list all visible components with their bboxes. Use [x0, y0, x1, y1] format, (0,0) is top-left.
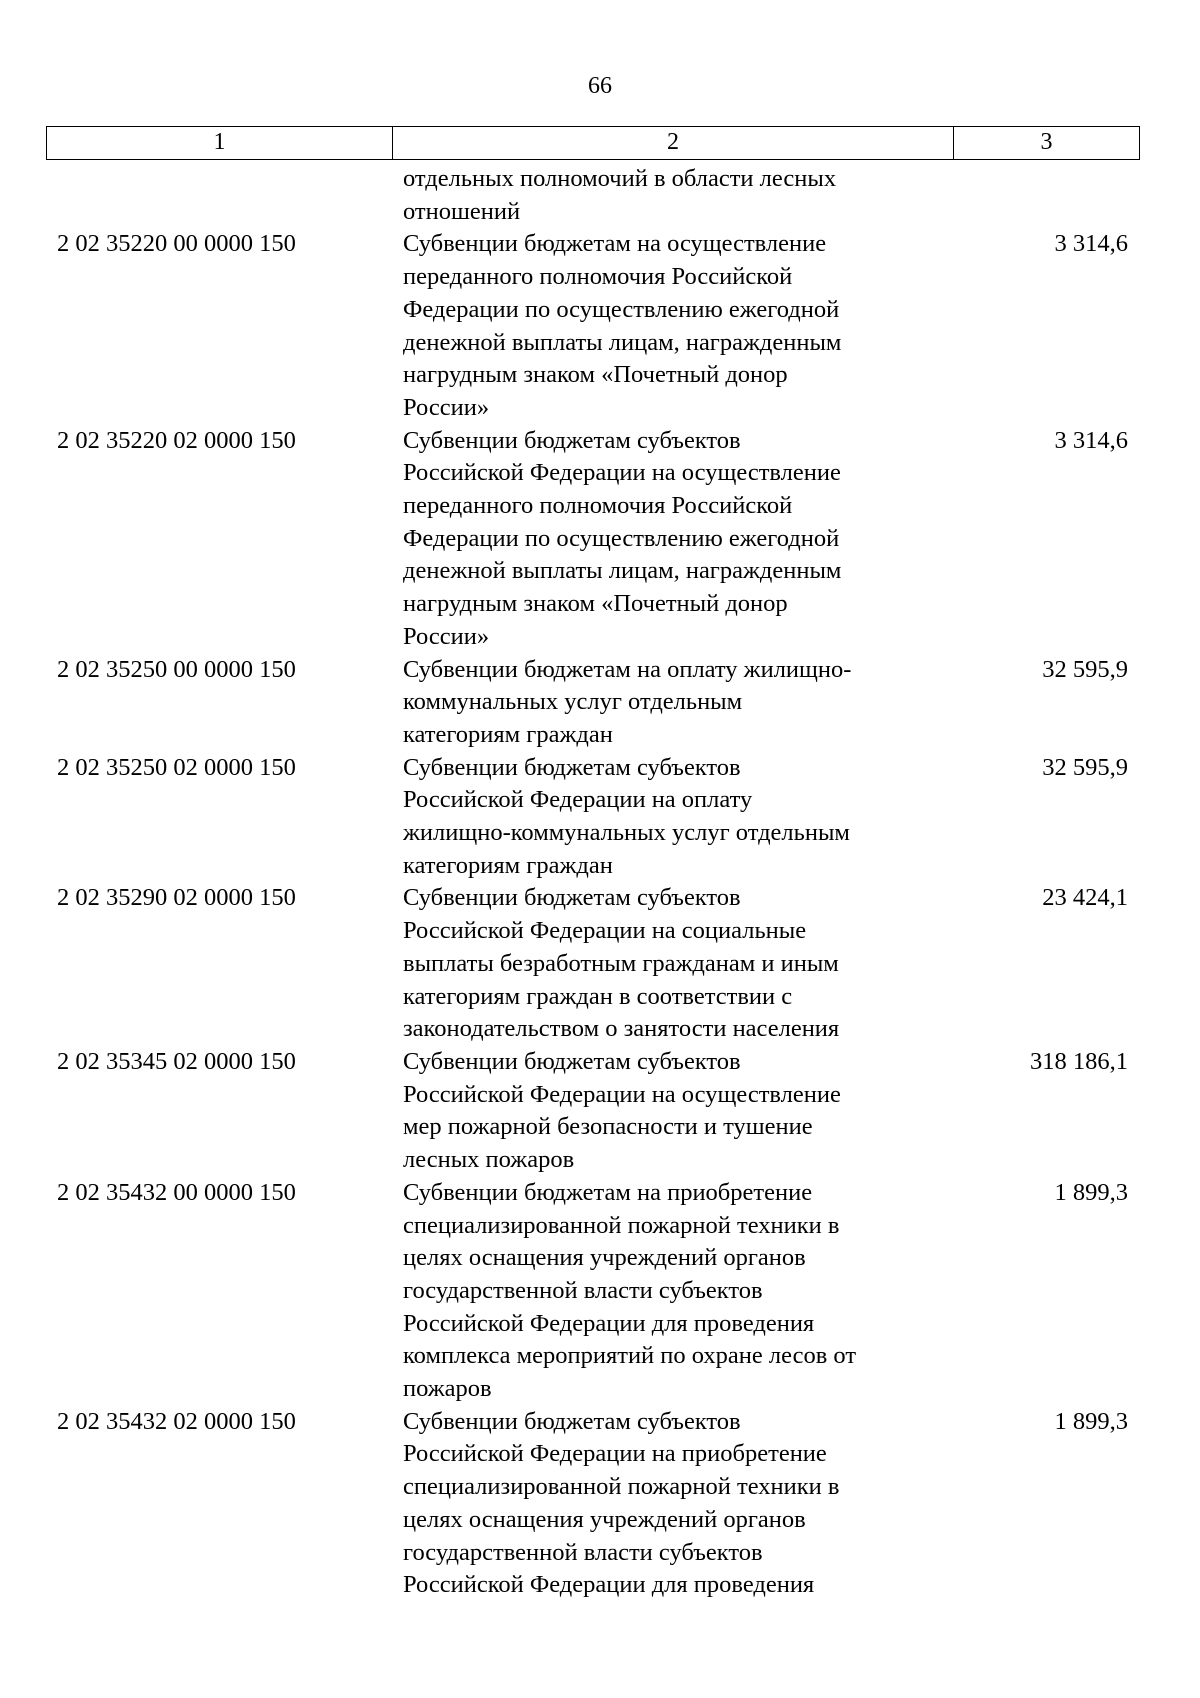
- row-amount: 32 595,9: [1042, 655, 1128, 683]
- row-name-line: Федерации по осуществлению ежегодной: [403, 295, 840, 323]
- row-name-line: жилищно-коммунальных услуг отдельным: [403, 819, 850, 847]
- row-name: [392, 1406, 953, 1602]
- row-name-line: Российской Федерации на социальные: [403, 917, 807, 945]
- row-amount: [953, 163, 1140, 228]
- row-name-line: Российской Федерации на осуществление: [403, 459, 841, 487]
- row-name-line: Федерации по осуществлению ежегодной: [403, 524, 840, 552]
- row-name: [392, 163, 953, 228]
- row-code: 2 02 35432 00 0000 150: [57, 1178, 296, 1206]
- row-code: 2 02 35432 02 0000 150: [57, 1407, 296, 1435]
- row-name-line: Российской Федерации для проведения: [403, 1309, 815, 1337]
- row-name-line: специализированной пожарной техники в: [403, 1211, 840, 1239]
- row-amount: 32 595,9: [1042, 753, 1128, 781]
- row-name-line: денежной выплаты лицам, награжденным: [403, 328, 842, 356]
- table-row: [46, 1406, 1140, 1602]
- row-amount: 1 899,3: [1054, 1178, 1128, 1206]
- row-name-line: нагрудным знаком «Почетный донор: [403, 590, 788, 618]
- row-name: [392, 1177, 953, 1406]
- row-name-line: категориям граждан в соответствии с: [403, 982, 793, 1010]
- row-name-line: России»: [403, 393, 490, 421]
- row-code: [46, 163, 392, 228]
- row-name-line: отношений: [403, 197, 521, 225]
- row-name-line: законодательством о занятости населения: [403, 1015, 840, 1043]
- row-amount: 318 186,1: [1030, 1047, 1128, 1075]
- row-name-line: Субвенции бюджетам на приобретение: [403, 1178, 813, 1206]
- row-name: [392, 1046, 953, 1177]
- row-code: 2 02 35290 02 0000 150: [57, 884, 296, 912]
- row-name-line: денежной выплаты лицам, награжденным: [403, 557, 842, 585]
- row-amount: 3 314,6: [1054, 426, 1128, 454]
- row-name-line: России»: [403, 622, 490, 650]
- row-name-line: переданного полномочия Российской: [403, 263, 793, 291]
- table-header: [46, 126, 1140, 160]
- header-column-3: 3: [1040, 129, 1053, 155]
- row-name-line: государственной власти субъектов: [403, 1276, 763, 1304]
- row-amount: 3 314,6: [1054, 230, 1128, 258]
- row-name-line: Субвенции бюджетам субъектов: [403, 1407, 741, 1435]
- row-name-line: целях оснащения учреждений органов: [403, 1244, 806, 1272]
- row-name: [392, 228, 953, 424]
- row-name: [392, 752, 953, 883]
- table-row: [46, 654, 1140, 752]
- row-name-line: Субвенции бюджетам субъектов: [403, 1047, 741, 1075]
- row-name-line: категориям граждан: [403, 720, 613, 748]
- row-name-line: выплаты безработным гражданам и иным: [403, 949, 839, 977]
- row-name-line: Российской Федерации на приобретение: [403, 1440, 827, 1468]
- row-name: [392, 425, 953, 654]
- row-name-line: мер пожарной безопасности и тушение: [403, 1113, 813, 1141]
- header-column-1: 1: [47, 127, 393, 159]
- row-name-line: Субвенции бюджетам субъектов: [403, 884, 741, 912]
- row-name-line: Российской Федерации на осуществление: [403, 1080, 841, 1108]
- table-row: [46, 1177, 1140, 1406]
- row-name-line: целях оснащения учреждений органов: [403, 1505, 806, 1533]
- row-name-line: Российской Федерации для проведения: [403, 1571, 815, 1599]
- row-name-line: специализированной пожарной техники в: [403, 1473, 840, 1501]
- row-name-line: нагрудным знаком «Почетный донор: [403, 361, 788, 389]
- row-name-line: Субвенции бюджетам субъектов: [403, 753, 741, 781]
- row-name-line: комплекса мероприятий по охране лесов от: [403, 1342, 857, 1370]
- row-code: 2 02 35220 02 0000 150: [57, 426, 296, 454]
- row-code: 2 02 35220 00 0000 150: [57, 230, 296, 258]
- row-name-line: Субвенции бюджетам на оплату жилищно-: [403, 655, 852, 683]
- table-row: [46, 1046, 1140, 1177]
- row-name-line: лесных пожаров: [403, 1146, 575, 1174]
- table-body: [46, 163, 1140, 1602]
- row-name-line: переданного полномочия Российской: [403, 492, 793, 520]
- row-name-line: Субвенции бюджетам на осуществление: [403, 230, 827, 258]
- row-name-line: пожаров: [403, 1375, 492, 1403]
- row-code: 2 02 35345 02 0000 150: [57, 1047, 296, 1075]
- row-amount: 23 424,1: [1042, 884, 1128, 912]
- page-number: 66: [588, 73, 612, 99]
- row-name-line: Субвенции бюджетам субъектов: [403, 426, 741, 454]
- row-name-line: категориям граждан: [403, 851, 613, 879]
- table-row: [46, 228, 1140, 424]
- row-code: 2 02 35250 00 0000 150: [57, 655, 296, 683]
- row-name-line: коммунальных услуг отдельным: [403, 688, 743, 716]
- table-row: [46, 425, 1140, 654]
- row-name-line: отдельных полномочий в области лесных: [403, 165, 837, 192]
- header-column-2: 2: [393, 127, 954, 159]
- row-name-line: Российской Федерации на оплату: [403, 786, 753, 814]
- table-row: [46, 163, 1140, 228]
- row-name-line: государственной власти субъектов: [403, 1538, 763, 1566]
- table-row: [46, 752, 1140, 883]
- row-name: [392, 882, 953, 1046]
- table-row: [46, 882, 1140, 1046]
- row-code: 2 02 35250 02 0000 150: [57, 753, 296, 781]
- row-amount: 1 899,3: [1054, 1407, 1128, 1435]
- row-name: [392, 654, 953, 752]
